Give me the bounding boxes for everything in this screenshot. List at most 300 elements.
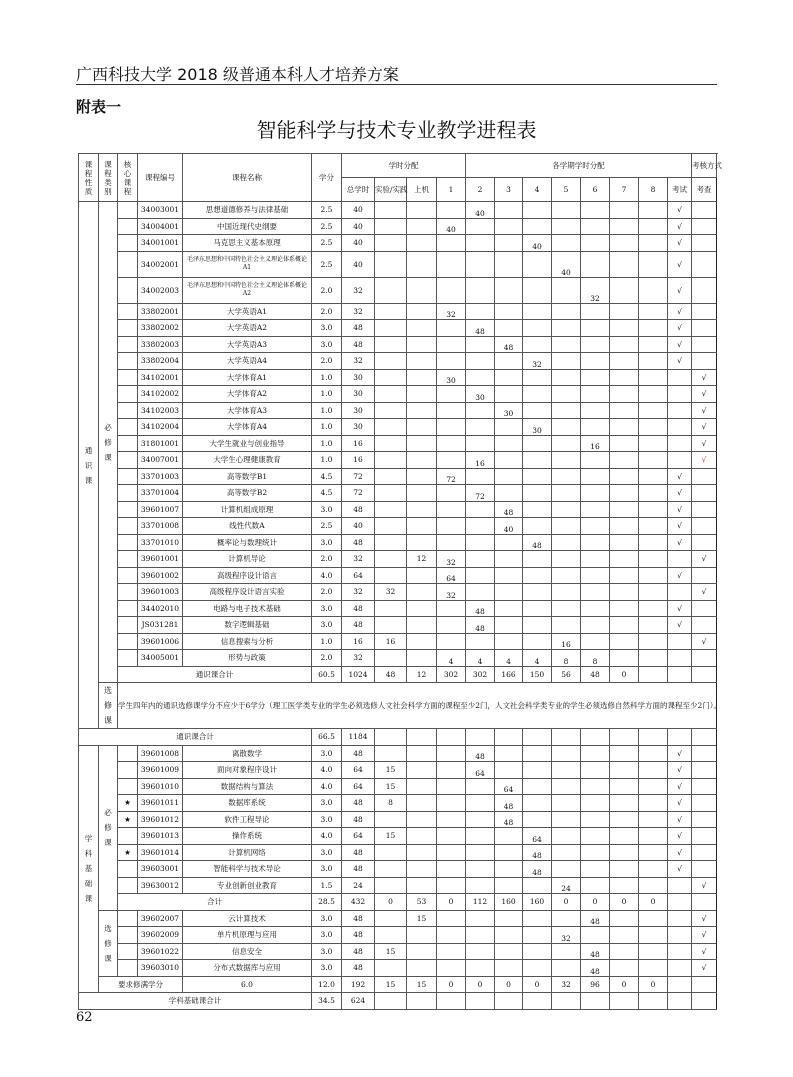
check-mark [692,518,717,535]
semester-hours-2 [466,402,495,419]
col-exam: 考试 [668,178,692,202]
course-computer-hours [407,584,437,601]
course-total-hours: 32 [342,277,375,303]
page-title: 智能科学与技术专业教学进程表 [256,118,537,142]
course-credit: 4.5 [312,468,342,485]
course-row [79,369,717,386]
course-computer-hours [407,353,437,370]
appendix-label: 附表一 [76,98,122,116]
core-cell [118,485,138,502]
semester-hours-6 [581,369,610,386]
course-total-hours: 48 [342,861,375,878]
semester-hours-5 [552,369,581,386]
semester-hours-4 [523,960,552,977]
course-row [79,861,717,878]
course-code: 39602009 [138,927,183,944]
semester-hours-7 [610,861,639,878]
semester-hours-2 [466,861,495,878]
semester-hours-1 [437,960,466,977]
course-total-hours: 48 [342,600,375,617]
check-mark [692,202,717,219]
check-mark [692,650,717,667]
course-name: 高级程序设计语言 [183,567,312,584]
semester-hours-5 [552,960,581,977]
core-star [118,861,138,878]
semester-hours-2 [466,927,495,944]
base-total-row [79,993,717,1010]
semester-hours-6 [581,745,610,762]
course-row [79,600,717,617]
core-cell [118,419,138,436]
semester-hours-5 [552,218,581,235]
semester-hours-1 [437,336,466,353]
semester-hours-4: 32 [523,353,552,370]
semester-hours-1 [437,745,466,762]
semester-hours-5: 32 [552,927,581,944]
general-total-hours: 1184 [342,729,375,746]
course-computer-hours [407,303,437,320]
semester-hours-5 [552,452,581,469]
base-subtotal-sem-1: 0 [437,894,466,911]
semester-hours-8 [639,633,668,650]
course-code: 39601011 [138,795,183,812]
semester-hours-7 [610,844,639,861]
semester-hours-5 [552,303,581,320]
course-name: 概率论与数理统计 [183,534,312,551]
semester-hours-2 [466,551,495,568]
semester-hours-1 [437,386,466,403]
semester-hours-6: 16 [581,435,610,452]
semester-hours-2 [466,501,495,518]
semester-hours-6 [581,202,610,219]
core-cell [118,353,138,370]
exam-mark: √ [668,320,692,337]
course-row [79,251,717,277]
semester-hours-8 [639,202,668,219]
semester-hours-6: 48 [581,960,610,977]
check-mark: √ [692,551,717,568]
course-code: 34102004 [138,419,183,436]
col-code: 课程编号 [138,154,183,202]
semester-hours-8 [639,518,668,535]
semester-hours-3 [495,534,523,551]
header-rule [76,84,717,85]
semester-hours-8 [639,303,668,320]
semester-hours-7 [610,303,639,320]
course-total-hours: 40 [342,518,375,535]
core-cell [118,910,138,927]
col-computer: 上机 [407,178,437,202]
core-star [118,745,138,762]
course-total-hours: 64 [342,778,375,795]
subtotal-sem-5: 56 [552,666,581,683]
course-name: 大学生心理健康教育 [183,452,312,469]
semester-hours-7 [610,369,639,386]
semester-hours-3 [495,419,523,436]
semester-hours-7 [610,402,639,419]
course-name: 大学英语A3 [183,336,312,353]
exam-mark: √ [668,617,692,634]
general-total-credit: 66.5 [312,729,342,746]
semester-hours-8 [639,584,668,601]
course-code: 34007001 [138,452,183,469]
check-mark [692,501,717,518]
course-lab-hours: 15 [375,762,407,779]
semester-hours-4 [523,811,552,828]
semester-hours-2 [466,303,495,320]
semester-hours-4: 48 [523,534,552,551]
base-subtotal-lab: 0 [375,894,407,911]
course-computer-hours [407,811,437,828]
semester-hours-5 [552,435,581,452]
semester-hours-7 [610,235,639,252]
semester-hours-8 [639,861,668,878]
semester-hours-1 [437,251,466,277]
course-code: 39601007 [138,501,183,518]
course-computer-hours [407,518,437,535]
course-credit: 2.0 [312,584,342,601]
course-lab-hours [375,485,407,502]
semester-hours-3: 48 [495,336,523,353]
semester-hours-7 [610,811,639,828]
semester-hours-1 [437,419,466,436]
semester-hours-4 [523,778,552,795]
semester-hours-1 [437,861,466,878]
semester-hours-8 [639,235,668,252]
course-total-hours: 64 [342,828,375,845]
base-subtotal-sem-3: 160 [495,894,523,911]
course-name: 大学英语A2 [183,320,312,337]
check-mark: √ [692,960,717,977]
semester-hours-4: 64 [523,828,552,845]
course-lab-hours [375,811,407,828]
course-row [79,745,717,762]
semester-hours-3: 40 [495,518,523,535]
elective-required-sem-2: 0 [466,976,495,993]
course-name: 高等数学B1 [183,468,312,485]
check-mark: √ [692,910,717,927]
elective-required-computer: 15 [407,976,437,993]
core-cell [118,617,138,634]
semester-hours-1 [437,910,466,927]
semester-hours-3 [495,277,523,303]
general-total-label: 通识课合计 [79,729,312,746]
course-computer-hours [407,600,437,617]
course-code: 33701008 [138,518,183,535]
semester-hours-1 [437,943,466,960]
semester-hours-2: 72 [466,485,495,502]
check-mark [692,778,717,795]
core-cell [118,218,138,235]
semester-hours-4 [523,501,552,518]
course-row [79,277,717,303]
semester-hours-7 [610,353,639,370]
course-computer-hours [407,943,437,960]
course-row [79,218,717,235]
semester-hours-6 [581,485,610,502]
elective-required-credit: 12.0 [312,976,342,993]
semester-hours-6 [581,617,610,634]
semester-hours-3 [495,320,523,337]
semester-hours-6 [581,795,610,812]
semester-hours-7 [610,762,639,779]
course-lab-hours [375,353,407,370]
semester-hours-8 [639,927,668,944]
course-row [79,795,717,812]
exam-mark [668,386,692,403]
semester-hours-4 [523,336,552,353]
semester-hours-8 [639,745,668,762]
semester-hours-2 [466,353,495,370]
semester-hours-7 [610,877,639,894]
course-lab-hours [375,369,407,386]
course-credit: 2.5 [312,202,342,219]
semester-hours-1: 32 [437,584,466,601]
course-row [79,435,717,452]
course-code: 34102003 [138,402,183,419]
semester-hours-7 [610,617,639,634]
core-cell [118,567,138,584]
semester-hours-3 [495,584,523,601]
course-row [79,320,717,337]
semester-hours-1: 4 [437,650,466,667]
course-code: 39601022 [138,943,183,960]
semester-hours-8 [639,778,668,795]
course-row [79,650,717,667]
semester-hours-5: 8 [552,650,581,667]
semester-hours-2 [466,251,495,277]
course-credit: 3.0 [312,320,342,337]
page-number: 62 [76,1010,93,1025]
check-mark [692,617,717,634]
semester-hours-3: 64 [495,778,523,795]
course-code: 33802004 [138,353,183,370]
semester-hours-8 [639,600,668,617]
course-code: 33701004 [138,485,183,502]
check-mark: √ [692,943,717,960]
semester-hours-8 [639,485,668,502]
course-name: 高等数学B2 [183,485,312,502]
course-computer-hours [407,617,437,634]
semester-hours-2 [466,567,495,584]
course-name: 专业创新创业教育 [183,877,312,894]
col-sem-2: 2 [466,178,495,202]
elective-required-sem-1: 0 [437,976,466,993]
base-subtotal-computer: 53 [407,894,437,911]
check-mark [692,828,717,845]
semester-hours-8 [639,501,668,518]
semester-hours-8 [639,960,668,977]
course-credit: 2.0 [312,277,342,303]
course-lab-hours: 15 [375,778,407,795]
semester-hours-4: 4 [523,650,552,667]
exam-mark: √ [668,336,692,353]
course-code: 39601002 [138,567,183,584]
course-computer-hours [407,235,437,252]
course-lab-hours: 16 [375,633,407,650]
course-computer-hours [407,844,437,861]
general-elective-row [79,683,717,729]
core-star [118,778,138,795]
course-total-hours: 30 [342,386,375,403]
course-computer-hours [407,452,437,469]
check-mark [692,844,717,861]
course-code: 39603010 [138,960,183,977]
course-code: 39603001 [138,861,183,878]
semester-hours-1 [437,811,466,828]
course-code: JS031281 [138,617,183,634]
check-mark [692,795,717,812]
semester-hours-3 [495,452,523,469]
semester-hours-1 [437,600,466,617]
exam-mark: √ [668,485,692,502]
semester-hours-8 [639,402,668,419]
semester-hours-7 [610,960,639,977]
semester-hours-7 [610,452,639,469]
elective-note: 学生四年内的通识选修课学分不应少于6学分（理工医学类专业的学生必须选修人文社会科学方面的课程至少2门，人文社会科学类专业的学生必须选修自然科学方面的课程至少2门）。 [118,683,717,729]
type-required: 必修课 [99,202,118,683]
semester-hours-6 [581,353,610,370]
semester-hours-6 [581,811,610,828]
semester-hours-1 [437,202,466,219]
base-subtotal-sem-7: 0 [610,894,639,911]
exam-mark: √ [668,811,692,828]
semester-hours-5: 24 [552,877,581,894]
semester-hours-6 [581,551,610,568]
course-total-hours: 48 [342,320,375,337]
semester-hours-5 [552,910,581,927]
course-row [79,202,717,219]
semester-hours-2: 4 [466,650,495,667]
course-lab-hours [375,534,407,551]
course-row [79,567,717,584]
semester-hours-2 [466,960,495,977]
course-credit: 1.0 [312,386,342,403]
semester-hours-4 [523,745,552,762]
exam-mark: √ [668,534,692,551]
col-semester-group: 各学期学时分配 [466,154,692,178]
semester-hours-6: 32 [581,277,610,303]
semester-hours-4 [523,567,552,584]
course-lab-hours [375,402,407,419]
course-total-hours: 32 [342,303,375,320]
semester-hours-3 [495,943,523,960]
check-mark [692,336,717,353]
course-code: 39601012 [138,811,183,828]
col-check: 考查 [692,178,717,202]
category-general: 通识课 [79,202,99,729]
semester-hours-8 [639,943,668,960]
course-row [79,336,717,353]
semester-hours-6: 8 [581,650,610,667]
semester-hours-5 [552,518,581,535]
semester-hours-5 [552,485,581,502]
semester-hours-4 [523,633,552,650]
semester-hours-1 [437,877,466,894]
course-credit: 3.0 [312,927,342,944]
course-name: 软件工程导论 [183,811,312,828]
semester-hours-2 [466,468,495,485]
exam-mark: √ [668,745,692,762]
course-lab-hours [375,927,407,944]
course-name: 大学体育A2 [183,386,312,403]
course-lab-hours [375,518,407,535]
semester-hours-2 [466,844,495,861]
course-code: 33701010 [138,534,183,551]
course-lab-hours [375,320,407,337]
course-computer-hours [407,861,437,878]
core-cell [118,435,138,452]
course-total-hours: 40 [342,218,375,235]
semester-hours-4 [523,202,552,219]
core-cell [118,584,138,601]
subtotal-sem-1: 302 [437,666,466,683]
exam-mark: √ [668,762,692,779]
semester-hours-8 [639,534,668,551]
course-total-hours: 16 [342,633,375,650]
course-code: 33802003 [138,336,183,353]
course-row [79,960,717,977]
exam-mark: √ [668,235,692,252]
semester-hours-4 [523,452,552,469]
course-row [79,828,717,845]
semester-hours-2: 30 [466,386,495,403]
semester-hours-3 [495,386,523,403]
check-mark [692,811,717,828]
core-cell [118,277,138,303]
semester-hours-4 [523,369,552,386]
course-credit: 3.0 [312,861,342,878]
semester-hours-8 [639,795,668,812]
course-credit: 4.0 [312,828,342,845]
semester-hours-6 [581,452,610,469]
exam-mark: √ [668,251,692,277]
subtotal-sem-4: 150 [523,666,552,683]
semester-hours-6 [581,320,610,337]
course-name: 线性代数A [183,518,312,535]
course-computer-hours: 15 [407,910,437,927]
core-cell [118,386,138,403]
semester-hours-3: 4 [495,650,523,667]
course-code: 33802002 [138,320,183,337]
col-exam-group: 考核方式 [692,154,717,178]
semester-hours-7 [610,251,639,277]
semester-hours-1: 64 [437,567,466,584]
semester-hours-4: 30 [523,419,552,436]
semester-hours-1 [437,844,466,861]
semester-hours-6 [581,778,610,795]
semester-hours-3 [495,551,523,568]
course-row [79,633,717,650]
core-star [118,828,138,845]
core-cell [118,452,138,469]
course-row [79,386,717,403]
semester-hours-6 [581,251,610,277]
semester-hours-7 [610,320,639,337]
semester-hours-1: 30 [437,369,466,386]
course-lab-hours [375,501,407,518]
semester-hours-5 [552,778,581,795]
exam-mark [668,910,692,927]
course-credit: 4.0 [312,762,342,779]
semester-hours-5 [552,617,581,634]
semester-hours-6: 48 [581,910,610,927]
semester-hours-4: 48 [523,844,552,861]
semester-hours-2 [466,795,495,812]
check-mark: √ [692,369,717,386]
header-row-1 [79,154,717,178]
course-row [79,927,717,944]
